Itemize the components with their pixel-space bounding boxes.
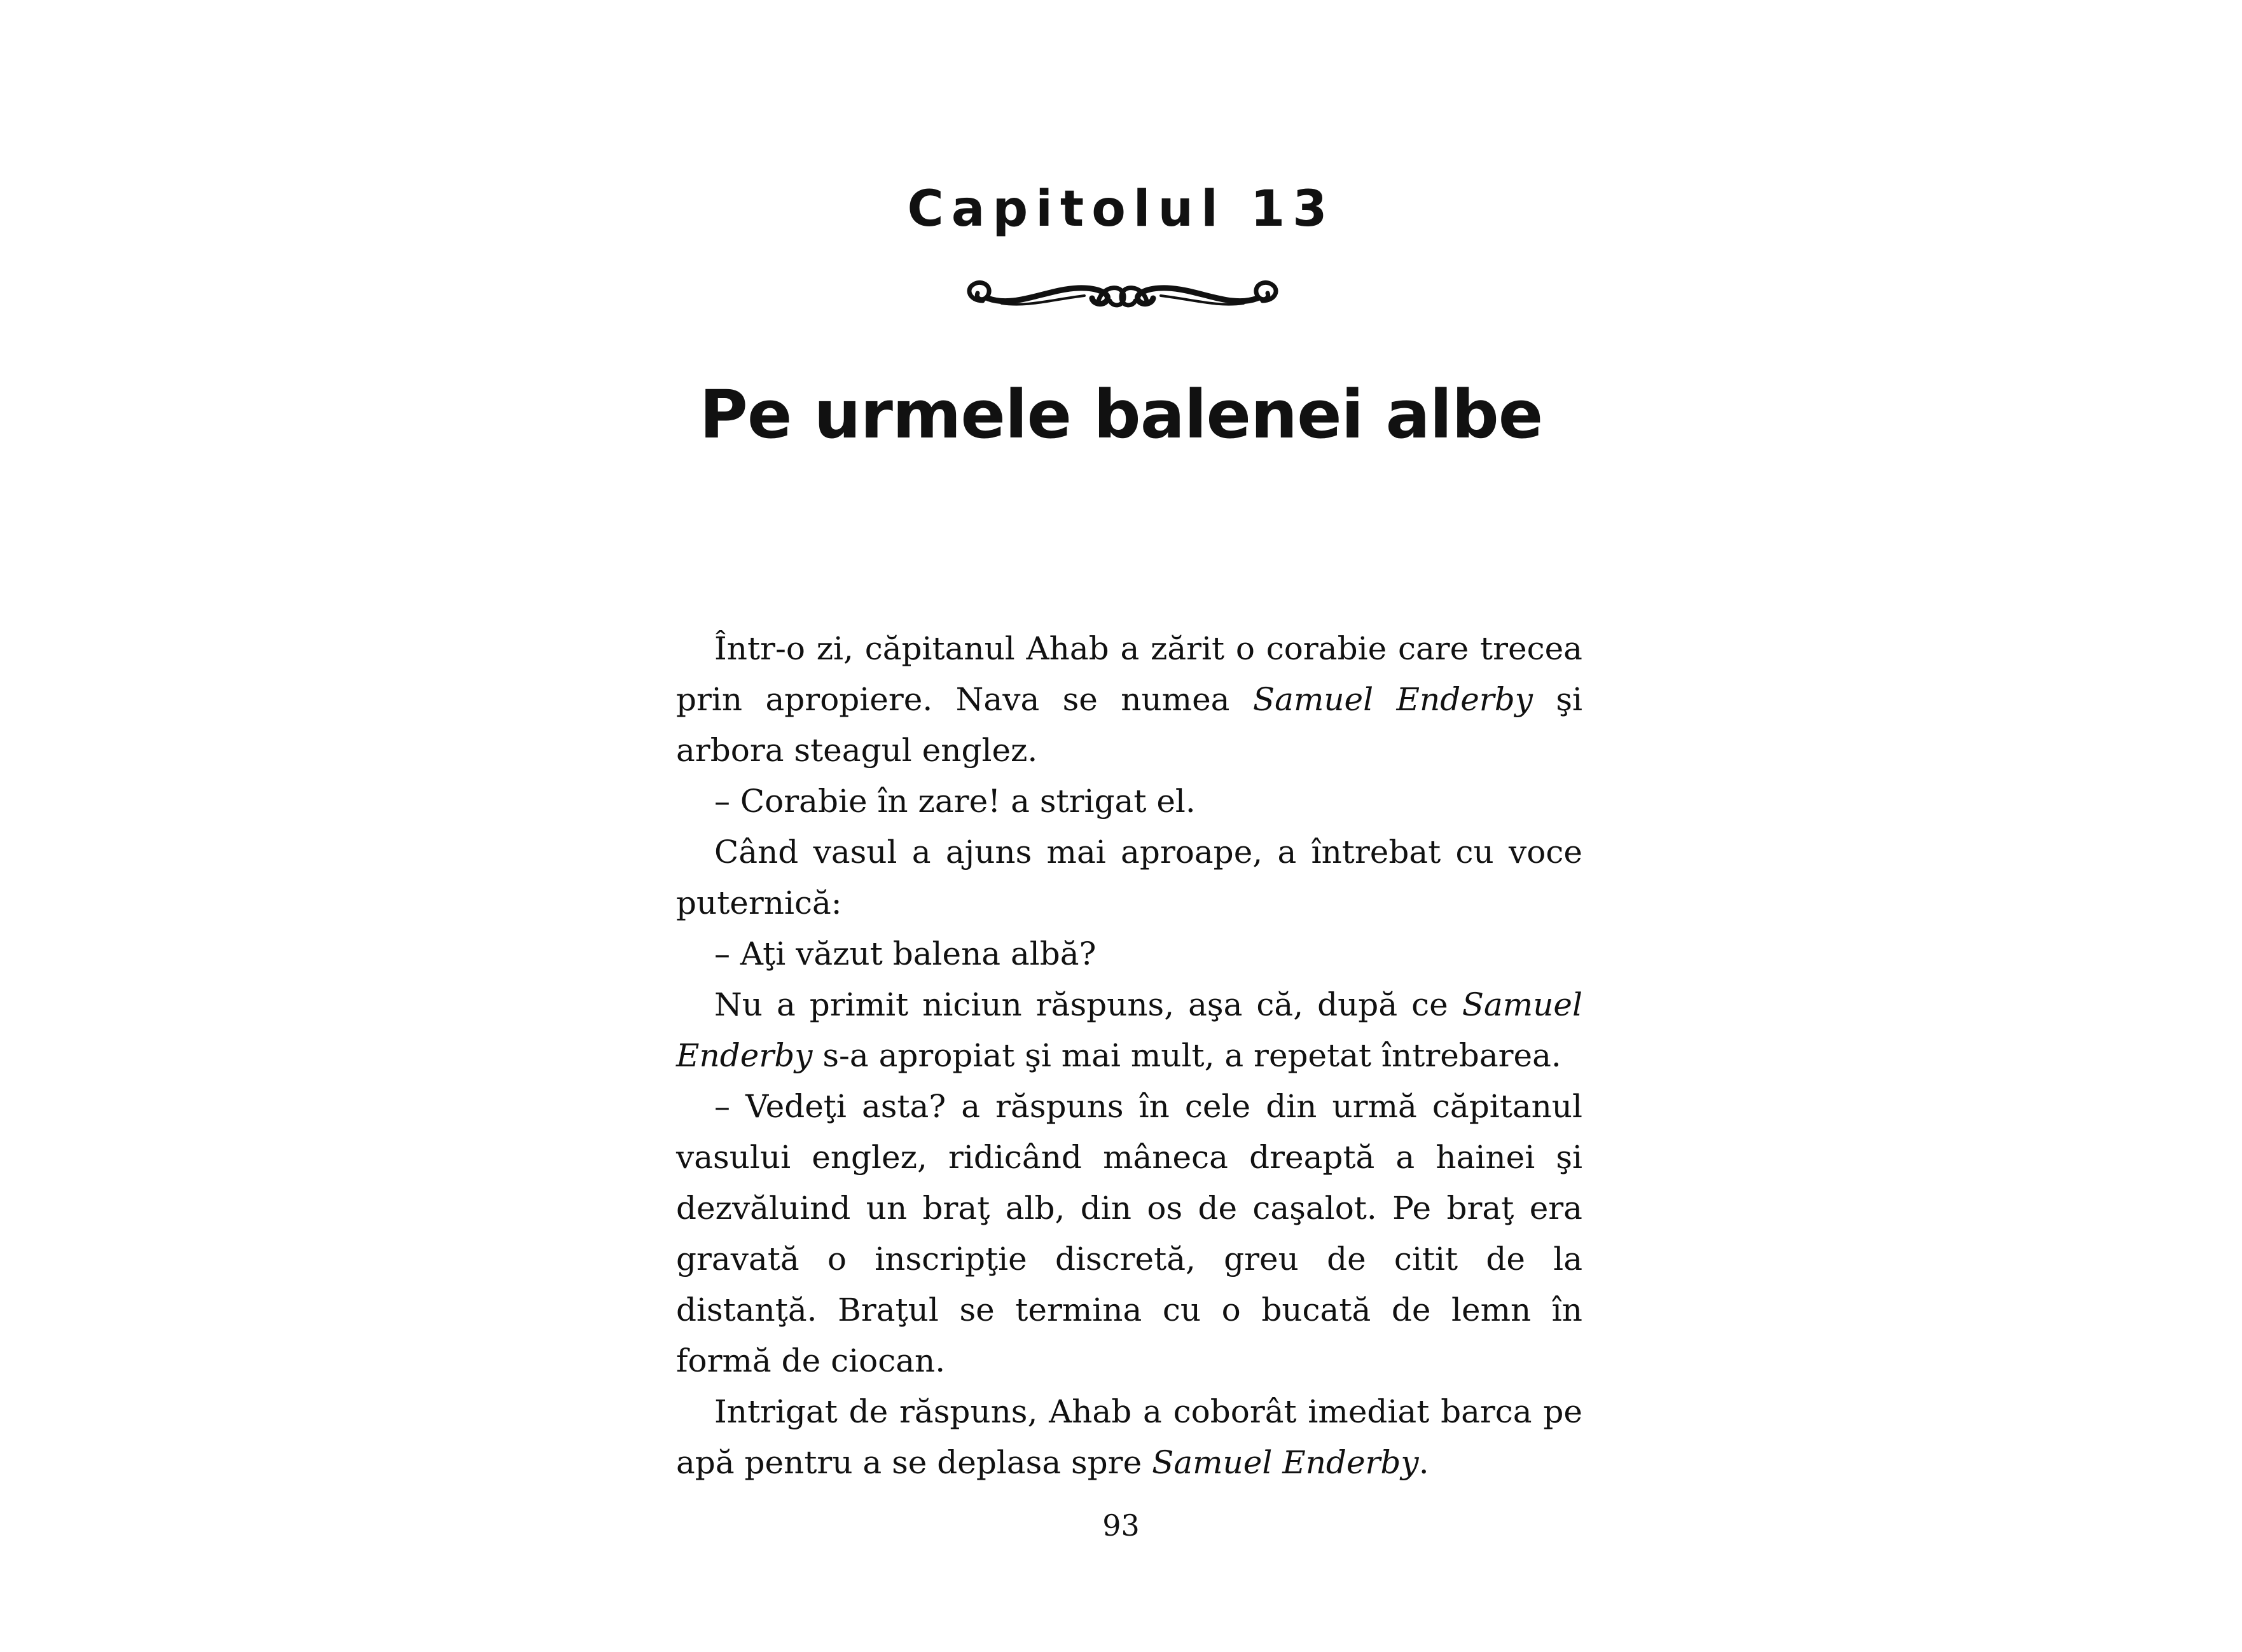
chapter-title: Pe urmele balenei albe	[699, 376, 1543, 453]
paragraph	[676, 1386, 1582, 1488]
flourish-divider-icon	[957, 270, 1288, 321]
paragraph-text: – Corabie în zare! a strigat el.	[714, 783, 1196, 820]
paragraph-text: .	[1418, 1444, 1429, 1481]
paragraph-text: Nu a primit niciun răspuns, aşa că, după ce	[714, 986, 1462, 1023]
paragraph	[676, 1081, 1582, 1386]
paragraph	[676, 827, 1582, 928]
ship-name-italic: Samuel Enderby	[1152, 1444, 1419, 1481]
page-number: 93	[1102, 1508, 1140, 1543]
paragraph	[676, 623, 1582, 776]
paragraph-text: Intrigat de răspuns, Ahab a coborât imediat barca pe apă pentru a se deplasa spre	[676, 1393, 1582, 1481]
chapter-body-text	[676, 623, 1582, 1488]
paragraph	[676, 979, 1582, 1081]
chapter-label: Capitolul 13	[907, 181, 1335, 238]
paragraph	[676, 928, 1582, 979]
paragraph-text: – Vedeţi asta? a răspuns în cele din urmă căpitanul vasului englez, ridicând mâneca dreaptă a hainei şi dezvăluind un braţ alb, din os de caşalot. Pe braţ era gravată o inscripţie discretă, greu de citit de la distanţă. Braţul se termina cu o bucată de lemn în formă de ciocan.	[676, 1088, 1582, 1379]
paragraph-text: s-a apropiat şi mai mult, a repetat întrebarea.	[812, 1037, 1561, 1074]
paragraph-text: şi arbora steagul englez.	[676, 681, 1582, 769]
paragraph-text: Într-o zi, căpitanul Ahab a zărit o corabie care trecea prin apropiere. Nava se numea	[676, 630, 1582, 718]
ship-name-italic: Samuel Enderby	[676, 986, 1582, 1074]
paragraph-text: – Aţi văzut balena albă?	[714, 935, 1097, 972]
ship-name-italic: Samuel Enderby	[1252, 681, 1533, 718]
paragraph	[676, 776, 1582, 827]
paragraph-text: Când vasul a ajuns mai aproape, a întrebat cu voce puternică:	[676, 834, 1582, 921]
